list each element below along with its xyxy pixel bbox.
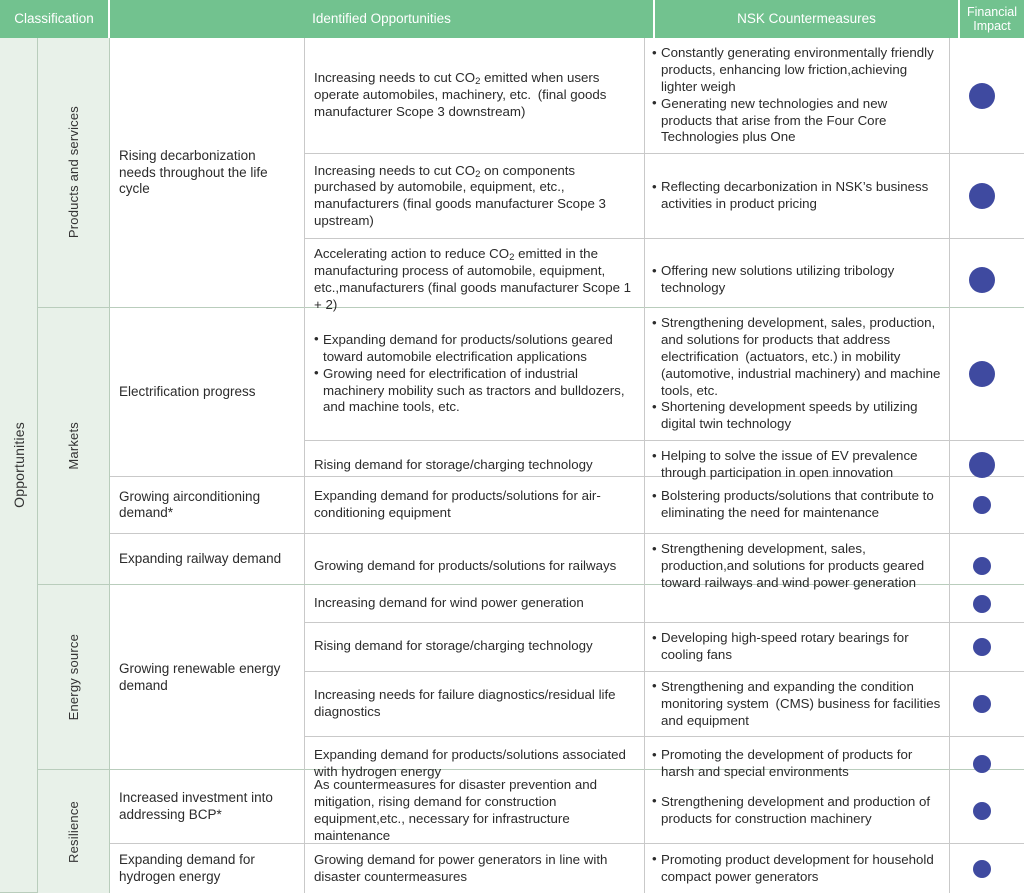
theme-block — [110, 477, 1024, 534]
financial-impact-dot — [973, 860, 991, 878]
financial-impact-cell — [950, 585, 1014, 622]
theme-rows — [305, 770, 1024, 843]
table-header-row — [0, 0, 1024, 38]
header-financial-impact — [960, 0, 1024, 38]
countermeasure-cell — [645, 441, 950, 489]
financial-impact-cell — [950, 672, 1014, 737]
list-item: • Strengthening development and production of products for construction machinery — [652, 794, 941, 828]
opportunity-list — [314, 332, 636, 416]
table-row — [305, 308, 1024, 441]
theme-block — [110, 585, 1024, 779]
financial-impact-dot — [969, 183, 995, 209]
list-item: • Growing need for electrification of industrial machinery mobility such as tractors and bulldozers, and machine tools, etc. — [314, 366, 636, 417]
category-label: Energy source — [66, 633, 81, 721]
opportunity-cell — [305, 672, 645, 737]
table-row — [305, 672, 1024, 738]
section-body — [110, 308, 1024, 590]
financial-impact-dot — [969, 361, 995, 387]
financial-impact-cell — [950, 477, 1014, 533]
opportunity-cell — [305, 154, 645, 238]
list-item: • Strengthening and expanding the condition monitoring system (CMS) business for facilities and equipment — [652, 679, 941, 730]
countermeasure-list — [652, 448, 941, 482]
countermeasure-list — [652, 488, 941, 522]
financial-impact-dot — [969, 267, 995, 293]
theme-rows — [305, 38, 1024, 312]
list-item: • Promoting product development for household compact power generators — [652, 852, 941, 886]
table-row — [305, 770, 1024, 852]
table-row — [305, 154, 1024, 239]
opportunity-text: Increasing needs to cut $CO_2$ on components purchased by automobile, equipment, etc., manufacturers (final goods manufacturer Scope 3 upstream) — [314, 162, 606, 229]
opportunity-text: Growing demand for products/solutions for railways — [314, 557, 617, 573]
opportunity-cell — [305, 770, 645, 852]
opportunity-text: Accelerating action to reduce $CO_2$ emitted in the manufacturing process of automobile, equipment, etc.,manufacturers (final goods manufacturer Scope 1 + 2) — [314, 246, 632, 312]
table-row — [305, 477, 1024, 533]
list-item: • Promoting the development of products for harsh and special environments — [652, 747, 941, 781]
financial-impact-dot — [973, 595, 991, 613]
header-financial-impact-line1: Financial — [966, 5, 1018, 19]
table-body — [0, 38, 1024, 893]
list-item: • Bolstering products/solutions that contribute to eliminating the need for maintenance — [652, 488, 941, 522]
theme-rows — [305, 308, 1024, 480]
theme-block — [110, 38, 1024, 312]
theme-block — [110, 534, 1024, 590]
section-markets — [38, 308, 1024, 590]
header-classification: Classification — [0, 0, 110, 38]
theme-rows — [305, 477, 1024, 533]
theme-name: Increased investment into addressing BCP* — [110, 770, 305, 843]
opportunity-text: Expanding demand for products/solutions associated with hydrogen energy — [314, 747, 626, 779]
countermeasure-list — [652, 541, 941, 592]
list-item: • Shortening development speeds by utilizing digital twin technology — [652, 399, 941, 433]
financial-impact-dot — [973, 802, 991, 820]
list-item: • Strengthening development, sales, production, and solutions for products that address electrification (actuators, etc.) in mobility (automotive, industrial machinery) and machine tools, etc. — [652, 315, 941, 399]
opportunity-cell — [305, 585, 645, 622]
opportunity-text: Increasing needs to cut $CO_2$ emitted when users operate automobiles, machinery, etc. (final goods manufacturer Scope 3 downstream) — [314, 70, 607, 120]
opportunity-cell — [305, 844, 645, 893]
financial-impact-cell — [950, 844, 1014, 893]
header-nsk-countermeasures: NSK Countermeasures — [655, 0, 960, 38]
list-item: • Generating new technologies and new products that arise from the Four Core Technologies plus One — [652, 96, 941, 147]
list-item: • Helping to solve the issue of EV prevalence through participation in open innovation — [652, 448, 941, 482]
opportunity-text: Increasing needs for failure diagnostics/residual life diagnostics — [314, 687, 616, 720]
financial-impact-dot — [969, 452, 995, 478]
financial-impact-cell — [950, 308, 1014, 440]
countermeasure-cell — [645, 844, 950, 893]
category-cell-resilience — [38, 770, 110, 893]
theme-rows — [305, 844, 1024, 893]
financial-impact-dot — [973, 557, 991, 575]
countermeasure-cell — [645, 477, 950, 533]
section-body — [110, 585, 1024, 779]
opportunity-cell — [305, 477, 645, 533]
opportunity-cell — [305, 308, 645, 440]
countermeasure-cell — [645, 154, 950, 238]
list-item: • Offering new solutions utilizing tribology technology — [652, 263, 941, 297]
theme-name: Growing airconditioning demand* — [110, 477, 305, 533]
category-cell-energy-source — [38, 585, 110, 769]
countermeasure-cell — [645, 623, 950, 671]
countermeasure-list — [652, 852, 941, 886]
list-item: • Constantly generating environmentally friendly products, enhancing low friction,achieving lighter weigh — [652, 45, 941, 96]
financial-impact-dot — [969, 83, 995, 109]
countermeasure-list — [652, 315, 941, 433]
countermeasure-list — [652, 630, 941, 664]
countermeasure-list — [652, 679, 941, 730]
section-body — [110, 770, 1024, 893]
table-row — [305, 844, 1024, 893]
category-cell-markets — [38, 308, 110, 584]
category-label: Markets — [66, 422, 81, 470]
theme-name: Growing renewable energy demand — [110, 585, 305, 770]
opportunity-cell — [305, 623, 645, 671]
theme-name: Electrification progress — [110, 308, 305, 476]
countermeasure-list — [652, 794, 941, 828]
theme-rows — [305, 534, 1024, 590]
financial-impact-cell — [950, 38, 1014, 153]
section-body — [110, 38, 1024, 312]
list-item: • Developing high-speed rotary bearings for cooling fans — [652, 630, 941, 664]
header-identified-opportunities: Identified Opportunities — [110, 0, 655, 38]
theme-block — [110, 308, 1024, 480]
countermeasure-cell — [645, 770, 950, 852]
countermeasure-cell — [645, 38, 950, 153]
countermeasure-list — [652, 747, 941, 781]
category-cell-products-and-services — [38, 38, 110, 307]
list-item: • Reflecting decarbonization in NSK’s business activities in product pricing — [652, 179, 941, 213]
theme-name: Expanding railway demand — [110, 534, 305, 584]
section-energy-source — [38, 585, 1024, 779]
theme-block — [110, 770, 1024, 844]
table-row — [305, 38, 1024, 154]
opportunity-text: As countermeasures for disaster prevention and mitigation, rising demand for construction equipment,etc., necessary for infrastructure maintenance — [314, 777, 598, 843]
theme-rows — [305, 585, 1024, 779]
financial-impact-cell — [950, 770, 1014, 852]
classification-outer-opportunities — [0, 38, 38, 893]
countermeasure-cell — [645, 308, 950, 440]
table-grid — [38, 38, 1024, 893]
countermeasure-list — [652, 179, 941, 213]
countermeasure-cell — [645, 672, 950, 737]
section-products-and-services — [38, 38, 1024, 312]
financial-impact-dot — [973, 695, 991, 713]
countermeasure-cell-spanning — [645, 534, 950, 599]
list-item: • Strengthening development, sales, production,and solutions for products geared toward railways and wind power generation — [652, 541, 941, 592]
opportunity-text: Rising demand for storage/charging technology — [314, 638, 593, 654]
theme-name: Expanding demand for hydrogen energy — [110, 844, 305, 893]
opportunity-text: Expanding demand for products/solutions for air-conditioning equipment — [314, 488, 601, 520]
header-financial-impact-line2: Impact — [973, 19, 1011, 33]
opportunity-text: Rising demand for storage/charging technology — [314, 456, 593, 472]
theme-block — [110, 844, 1024, 893]
financial-impact-dot — [973, 638, 991, 656]
countermeasure-list — [652, 263, 941, 297]
countermeasure-list — [652, 45, 941, 146]
opportunity-cell — [305, 38, 645, 153]
category-label: Products and services — [66, 106, 81, 239]
list-item: • Expanding demand for products/solutions geared toward automobile electrification applications — [314, 332, 636, 366]
table-row — [305, 623, 1024, 672]
outer-label-opportunities: Opportunities — [10, 422, 27, 508]
opportunity-text: Growing demand for power generators in line with disaster countermeasures — [314, 851, 608, 884]
financial-impact-dot — [973, 496, 991, 514]
financial-impact-cell — [950, 623, 1014, 671]
financial-impact-cell — [950, 154, 1014, 238]
section-resilience — [38, 770, 1024, 893]
opportunity-text: Increasing demand for wind power generation — [314, 595, 584, 611]
category-label: Resilience — [66, 800, 81, 863]
theme-name: Rising decarbonization needs throughout the life cycle — [110, 38, 305, 308]
